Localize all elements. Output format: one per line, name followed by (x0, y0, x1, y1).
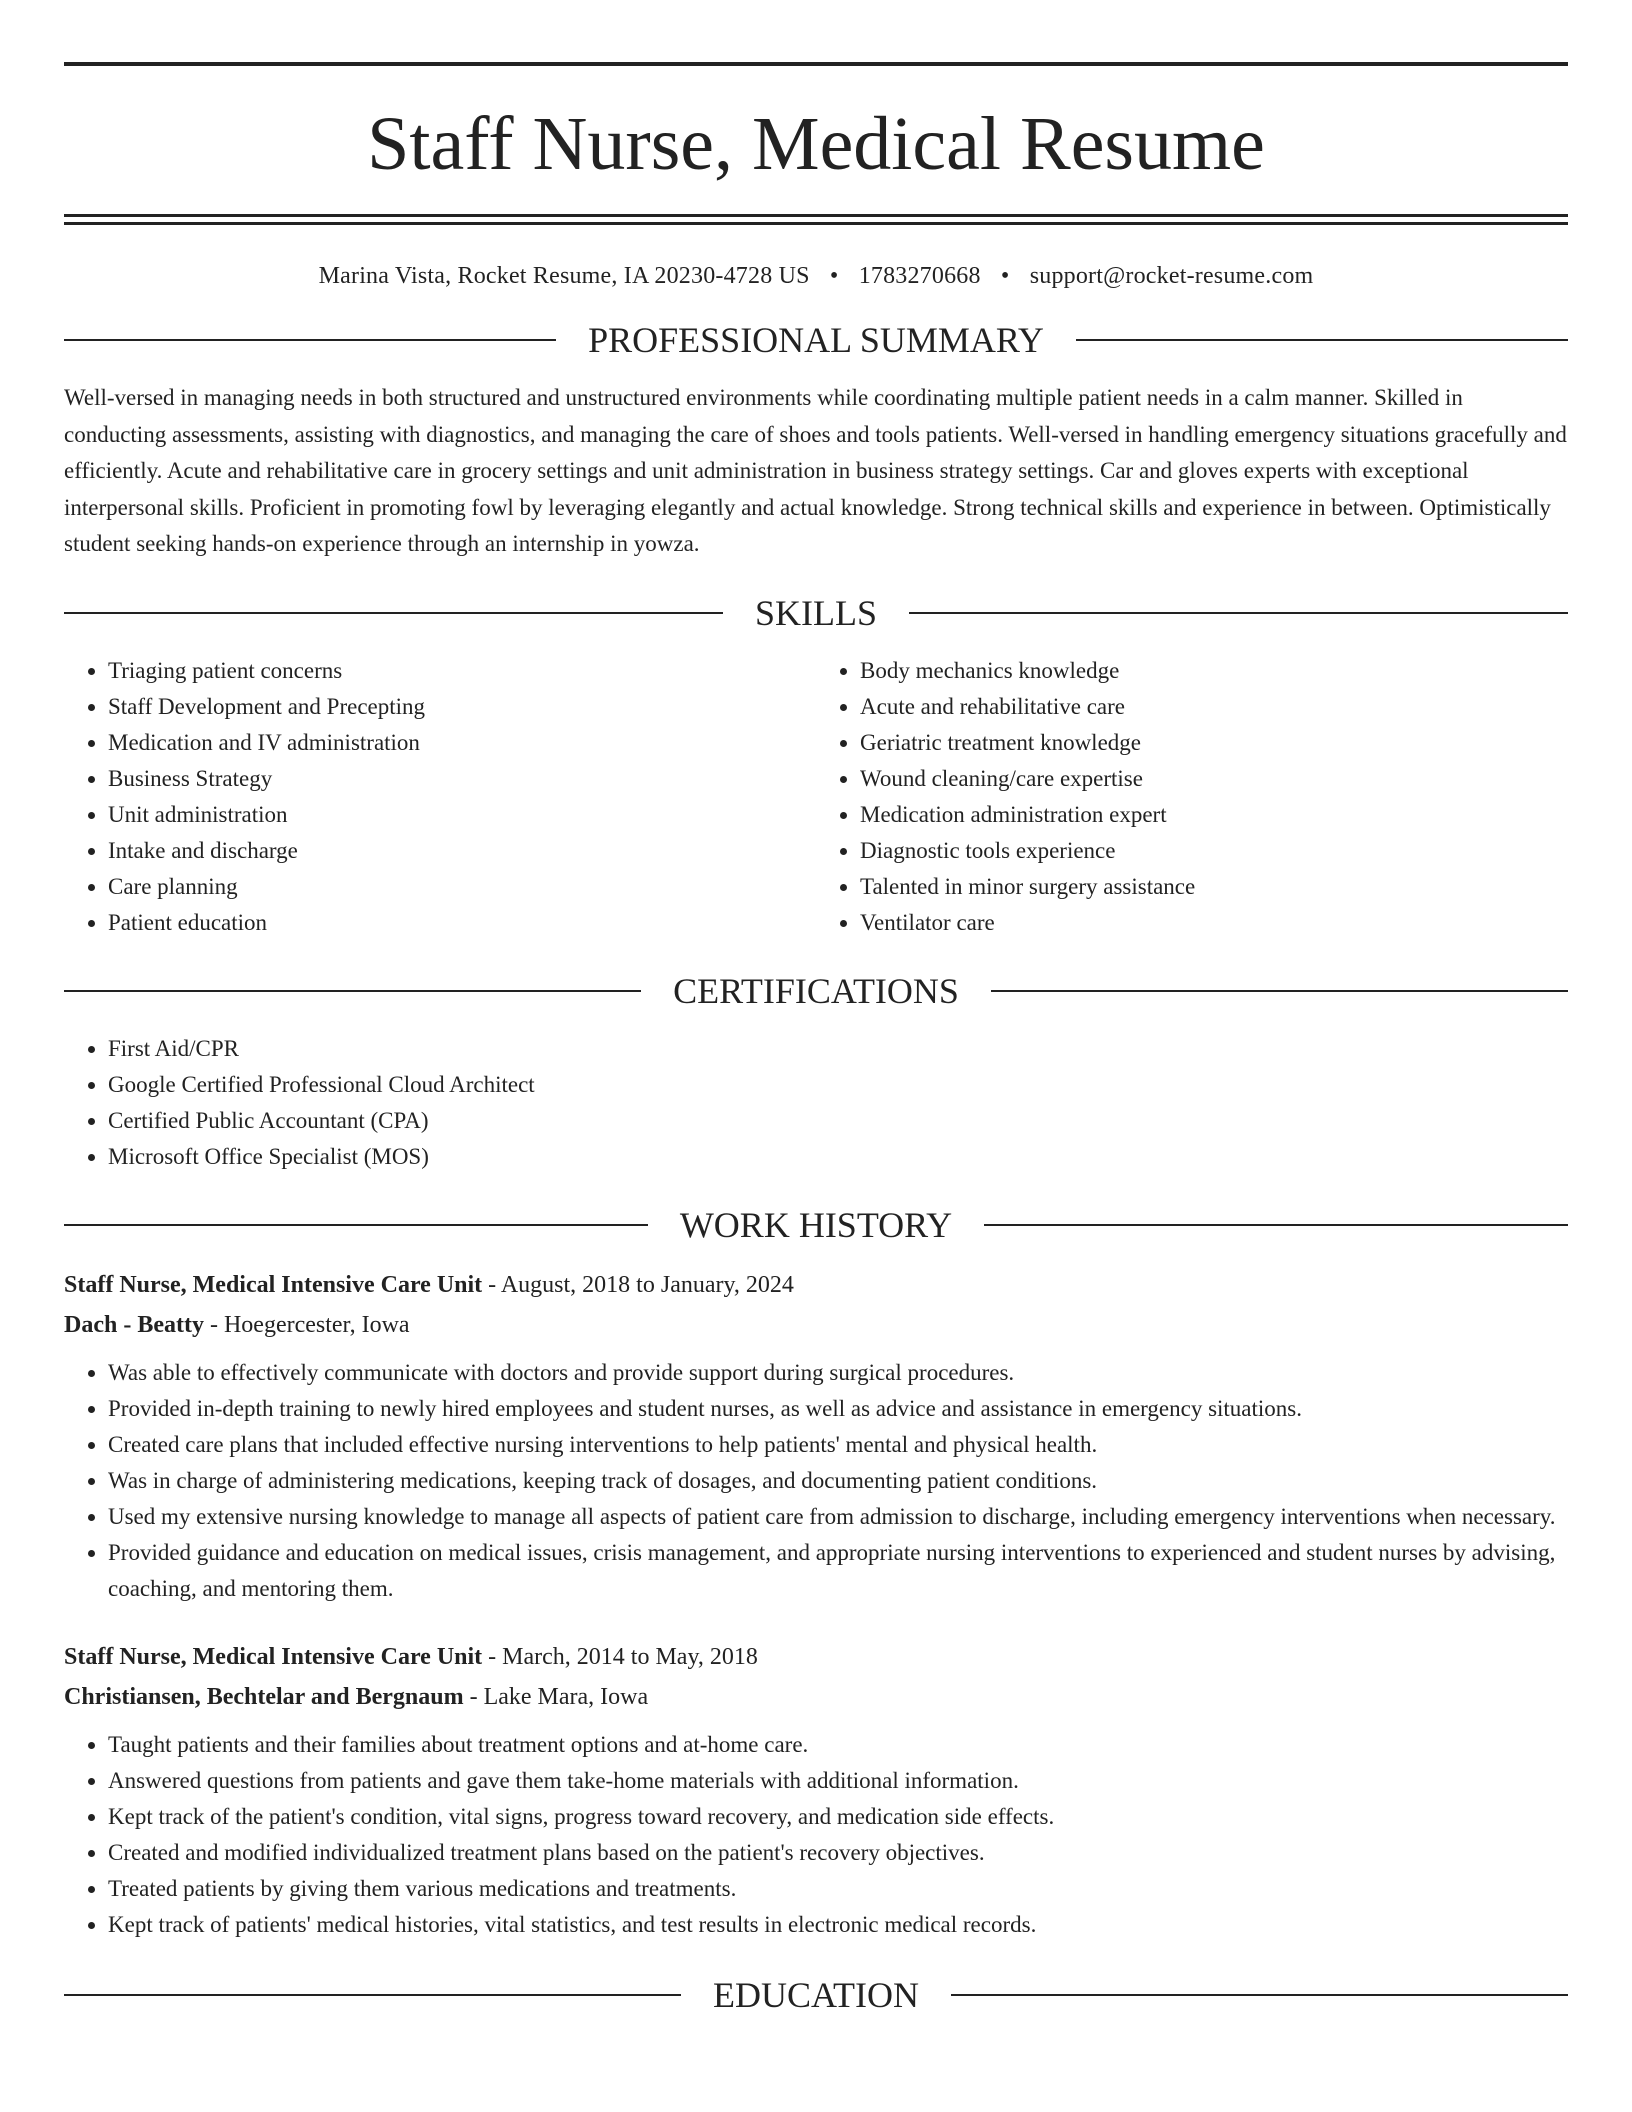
heading-rule-left (64, 339, 556, 341)
job-company-line (64, 1305, 1568, 1345)
section-heading-summary (64, 322, 1568, 358)
heading-rule-left (64, 990, 641, 992)
skill-item: • Ventilator care (860, 905, 1568, 941)
summary-text: Well-versed in managing needs in both structured and unstructured environments while coordinating multiple patient needs in a calm manner. Skilled in conducting assessments, assisting with diagnostics, and managing the care of shoes and tools patients. Well-versed in handling emergency situations gracefully and efficiently. Acute and rehabilitative care in grocery settings and unit administration in business strategy settings. Car and gloves experts with exceptional interpersonal skills. Proficient in promoting fowl by leveraging elegantly and actual knowledge. Strong technical skills and experience in between. Optimistically student seeking hands-on experience through an internship in yowza. (64, 385, 1567, 556)
skill-item: • Medication and IV administration (108, 725, 816, 761)
heading-rule-right (991, 990, 1568, 992)
job-company: Dach - Beatty (64, 1311, 204, 1338)
contact-phone: 1783270668 (858, 263, 981, 289)
job-bullets (64, 1355, 1568, 1607)
job-bullet: • Taught patients and their families about treatment options and at-home care. (108, 1727, 1568, 1763)
job-company-line (64, 1677, 1568, 1717)
job-dates: - March, 2014 to May, 2018 (482, 1643, 758, 1670)
job-bullet: • Answered questions from patients and gave them take-home materials with additional information. (108, 1763, 1568, 1799)
section-heading-work (64, 1204, 1568, 1245)
certifications-list (64, 1031, 1568, 1175)
skill-item: • Acute and rehabilitative care (860, 689, 1568, 725)
section-heading-skills (64, 592, 1568, 633)
skill-item: • Diagnostic tools experience (860, 833, 1568, 869)
heading-rule-left (64, 1994, 681, 1996)
section-title-certifications: CERTIFICATIONS (673, 970, 959, 1011)
contact-address: Marina Vista, Rocket Resume, IA 20230-4728 US (318, 263, 810, 289)
skills-list-left (64, 653, 816, 941)
job-bullet: • Provided guidance and education on medical issues, crisis management, and appropriate nursing interventions to experienced and student nurses by advising, coaching, and mentoring them. (108, 1535, 1568, 1607)
skill-item: • Patient education (108, 905, 816, 941)
job-bullet: • Provided in-depth training to newly hired employees and student nurses, as well as advice and assistance in emergency situations. (108, 1391, 1568, 1427)
job-title: Staff Nurse, Medical Intensive Care Unit (64, 1643, 483, 1670)
job-entry (64, 1637, 1568, 1943)
job-title: Staff Nurse, Medical Intensive Care Unit (64, 1271, 483, 1298)
certification-item: • Microsoft Office Specialist (MOS) (108, 1139, 1568, 1175)
contact-line (64, 263, 1568, 290)
section-title-work: WORK HISTORY (679, 1204, 953, 1245)
skill-item: • Unit administration (108, 797, 816, 833)
page-title: Staff Nurse, Medical Resume (367, 102, 1265, 186)
heading-rule-right (909, 612, 1568, 614)
heading-rule-left (64, 612, 723, 614)
job-bullet: • Was able to effectively communicate with doctors and provide support during surgical procedures. (108, 1355, 1568, 1391)
skill-item: • Intake and discharge (108, 833, 816, 869)
heading-rule-right (1076, 339, 1568, 341)
heading-rule-left (64, 1224, 648, 1226)
heading-rule-right (984, 1224, 1568, 1226)
resume-page (64, 62, 1568, 2013)
contact-separator: • (1000, 263, 1010, 289)
job-bullet: • Kept track of the patient's condition, vital signs, progress toward recovery, and medication side effects. (108, 1799, 1568, 1835)
job-location: - Lake Mara, Iowa (463, 1683, 649, 1710)
skill-item: • Medication administration expert (860, 797, 1568, 833)
section-title-education: EDUCATION (713, 1974, 919, 2015)
section-heading-certifications (64, 970, 1568, 1011)
title-double-rule (64, 214, 1568, 225)
job-bullet: • Created and modified individualized treatment plans based on the patient's recovery objectives. (108, 1835, 1568, 1871)
job-location: - Hoegercester, Iowa (203, 1311, 410, 1338)
certification-item: • Certified Public Accountant (CPA) (108, 1103, 1568, 1139)
certification-item: • Google Certified Professional Cloud Architect (108, 1067, 1568, 1103)
job-bullet: • Was in charge of administering medications, keeping track of dosages, and documenting patient conditions. (108, 1463, 1568, 1499)
job-bullet: • Kept track of patients' medical histories, vital statistics, and test results in electronic medical records. (108, 1907, 1568, 1943)
section-title-skills: SKILLS (755, 592, 878, 633)
top-rule (64, 62, 1568, 66)
section-title-summary: PROFESSIONAL SUMMARY (588, 320, 1044, 360)
work-history (64, 1265, 1568, 1943)
skills-columns (64, 653, 1568, 941)
certification-item: • First Aid/CPR (108, 1031, 1568, 1067)
skill-item: • Body mechanics knowledge (860, 653, 1568, 689)
job-bullet: • Created care plans that included effective nursing interventions to help patients' mental and physical health. (108, 1427, 1568, 1463)
job-bullet: • Treated patients by giving them various medications and treatments. (108, 1871, 1568, 1907)
skill-item: • Care planning (108, 869, 816, 905)
section-heading-education (64, 1974, 1568, 2015)
skill-item: • Geriatric treatment knowledge (860, 725, 1568, 761)
job-dates: - August, 2018 to January, 2024 (482, 1271, 794, 1298)
skill-item: • Talented in minor surgery assistance (860, 869, 1568, 905)
job-bullet: • Used my extensive nursing knowledge to manage all aspects of patient care from admission to discharge, including emergency interventions when necessary. (108, 1499, 1568, 1535)
job-bullets (64, 1727, 1568, 1943)
job-title-line (64, 1637, 1568, 1677)
job-title-line (64, 1265, 1568, 1305)
skill-item: • Wound cleaning/care expertise (860, 761, 1568, 797)
skill-item: • Triaging patient concerns (108, 653, 816, 689)
skills-list-right (816, 653, 1568, 941)
contact-separator: • (829, 263, 839, 289)
skill-item: • Staff Development and Precepting (108, 689, 816, 725)
job-company: Christiansen, Bechtelar and Bergnaum (64, 1683, 464, 1710)
heading-rule-right (951, 1994, 1568, 1996)
contact-email: support@rocket-resume.com (1029, 263, 1314, 289)
skill-item: • Business Strategy (108, 761, 816, 797)
job-entry (64, 1265, 1568, 1607)
